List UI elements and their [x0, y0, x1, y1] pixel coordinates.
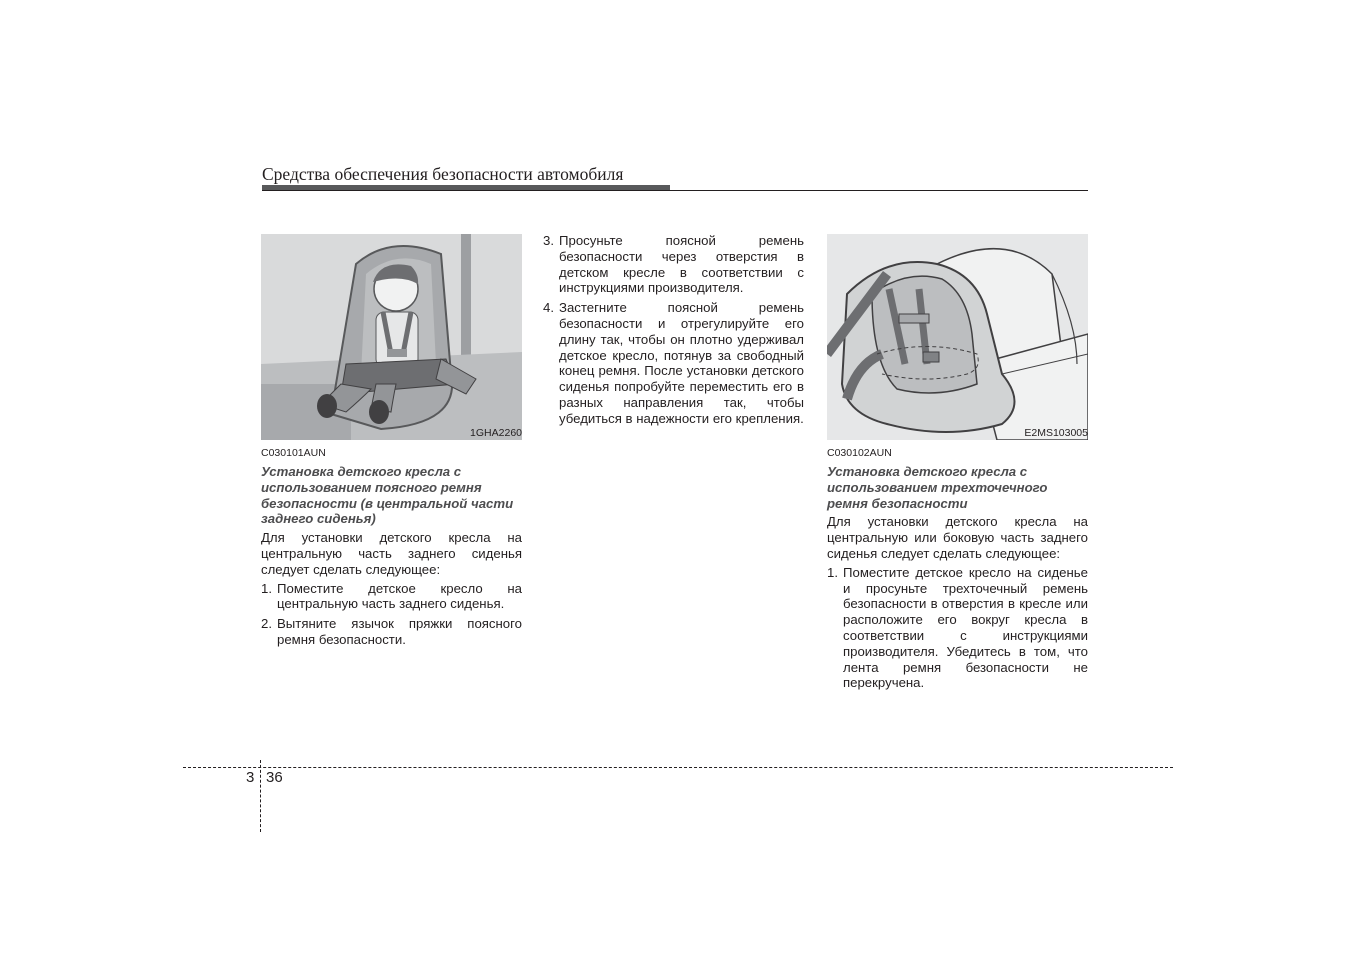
list-item [543, 300, 804, 426]
list-item-number: 4. [543, 300, 554, 316]
list-item-number: 2. [261, 616, 272, 632]
page-number: 36 [266, 769, 283, 786]
section-heading: Установка детского кресла с использованием трехточечного ремня безопасности [827, 464, 1048, 511]
list-item-number: 3. [543, 233, 554, 248]
page-header-title: Средства обеспечения безопасности автомобиля [262, 164, 624, 184]
child-seat-lap-belt-illustration [261, 234, 522, 440]
list-item-number: 1. [827, 564, 838, 580]
list-item-text: Вытяните язычок пряжки поясного ремня безопасности. [277, 616, 522, 647]
figure-code: 1GHA2260 [470, 427, 522, 439]
child-seat-three-point-belt-illustration [827, 234, 1088, 440]
intro-paragraph: Для установки детского кресла на центральную или боковую часть заднего сиденья следует сделать следующее: [827, 514, 1088, 561]
list-item-text: Поместите детское кресло на сиденье и просуньте трехточечный ремень безопасности в отверстия в кресле или расположите его вокруг кресла в соответствии с инструкциями производителя. Убедитесь в том, что лента ремня безопасности не перекручена. [843, 564, 1088, 691]
right-column [827, 447, 1088, 695]
list-item [827, 565, 1088, 691]
list-item-text: Поместите детское кресло на центральную часть заднего сиденья. [277, 580, 522, 612]
chapter-number: 3 [246, 769, 255, 786]
list-item [261, 616, 522, 648]
middle-column [543, 233, 804, 431]
left-column [261, 447, 522, 652]
list-item-text: Застегните поясной ремень безопасности и отрегулируйте его длину так, чтобы он плотно удерживал детское кресло, потянув за свободный конец ремня. После установки детского сиденья попробуйте переместить его в разных направления так, чтобы убедиться в надежности его крепления. [559, 300, 804, 426]
section-heading: Установка детского кресла с использованием поясного ремня безопасности (в центральной части заднего сиденья) [261, 464, 514, 527]
intro-paragraph: Для установки детского кресла на центральную часть заднего сиденья следует сделать следующее: [261, 530, 522, 577]
footer-dashed-divider [260, 760, 261, 832]
header-rule [262, 190, 1088, 191]
footer-dashed-rule [183, 767, 1173, 768]
list-item-number: 1. [261, 580, 272, 596]
list-item [261, 581, 522, 613]
figure-code: E2MS103005 [1024, 427, 1088, 439]
list-item [543, 233, 804, 296]
section-code: C030102AUN [827, 447, 892, 459]
list-item-text: Просуньте поясной ремень безопасности через отверстия в детском кресле в соответствии с инструкциями производителя. [559, 233, 804, 296]
section-code: C030101AUN [261, 447, 326, 459]
